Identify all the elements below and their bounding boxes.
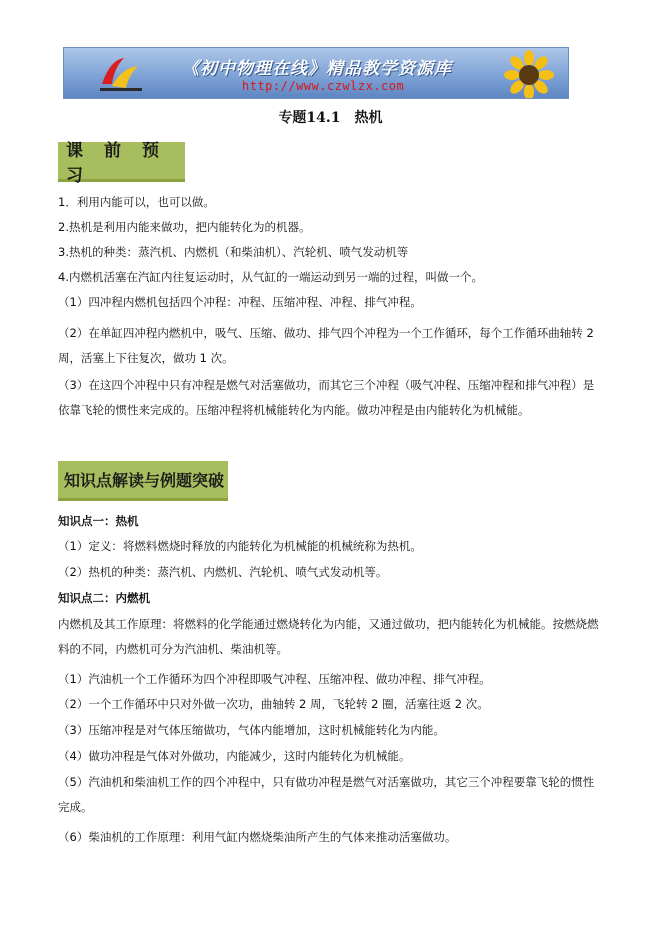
document-title: 专题14.1 热机: [278, 110, 383, 126]
preview-item-6: （2）在单缸四冲程内燃机中，吸气、压缩、做功、排气四个冲程为一个工作循环，每个工作循环曲轴转 2 周，活塞上下往复次，做功 1 次。: [58, 326, 594, 365]
knowledge-point-1-title: 知识点一：热机: [58, 514, 139, 528]
section-heading-preview: 课 前 预 习: [58, 142, 185, 182]
banner-url: http://www.czwlzx.com: [242, 79, 405, 93]
knowledge-point-1-item: （2）热机的种类：蒸汽机、内燃机、汽轮机、喷气式发动机等。: [58, 565, 388, 579]
preview-item-5: （1）四冲程内燃机包括四个冲程：冲程、压缩冲程、冲程、排气冲程。: [58, 295, 422, 309]
knowledge-point-2-title: 知识点二：内燃机: [58, 591, 150, 605]
header-banner: [63, 47, 569, 99]
preview-item-7: （3）在这四个冲程中只有冲程是燃气对活塞做功，而其它三个冲程（吸气冲程、压缩冲程和排气冲程）是依靠飞轮的惯性来完成的。压缩冲程将机械能转化为内能。做功冲程是由内能转化为机械能。: [58, 378, 595, 417]
preview-item-2: 2.热机是利用内能来做功，把内能转化为的机器。: [58, 220, 311, 234]
knowledge-point-2-item: （1）汽油机一个工作循环为四个冲程即吸气冲程、压缩冲程、做功冲程、排气冲程。: [58, 672, 491, 686]
section-heading-knowledge: 知识点解读与例题突破: [58, 461, 228, 501]
knowledge-point-2-item: （6）柴油机的工作原理：利用气缸内燃烧柴油所产生的气体来推动活塞做功。: [58, 830, 457, 844]
banner-title: 《初中物理在线》精品教学资源库: [182, 59, 452, 79]
preview-item-4: 4.内燃机活塞在汽缸内往复运动时，从气缸的一端运动到另一端的过程，叫做一个。: [58, 270, 483, 284]
preview-item-3: 3.热机的种类：蒸汽机、内燃机（和柴油机）、汽轮机、喷气发动机等: [58, 245, 409, 259]
knowledge-point-2-item: （4）做功冲程是气体对外做功，内能减少，这时内能转化为机械能。: [58, 749, 411, 763]
knowledge-point-2-intro: 内燃机及其工作原理：将燃料的化学能通过燃烧转化为内能，又通过做功，把内能转化为机械能。按燃烧燃料的不同，内燃机可分为汽油机、柴油机等。: [58, 617, 599, 656]
preview-item-1: 1．利用内能可以，也可以做。: [58, 195, 215, 209]
knowledge-point-2-item: （5）汽油机和柴油机工作的四个冲程中，只有做功冲程是燃气对活塞做功，其它三个冲程要靠飞轮的惯性完成。: [58, 775, 595, 814]
knowledge-point-1-item: （1）定义：将燃料燃烧时释放的内能转化为机械能的机械统称为热机。: [58, 539, 422, 553]
site-logo-icon: [98, 54, 144, 94]
knowledge-point-2-item: （3）压缩冲程是对气体压缩做功，气体内能增加，这时机械能转化为内能。: [58, 723, 445, 737]
sunflower-icon: [504, 50, 554, 99]
knowledge-point-2-item: （2）一个工作循环中只对外做一次功，曲轴转 2 周，飞轮转 2 圈，活塞往返 2 次。: [58, 697, 489, 711]
